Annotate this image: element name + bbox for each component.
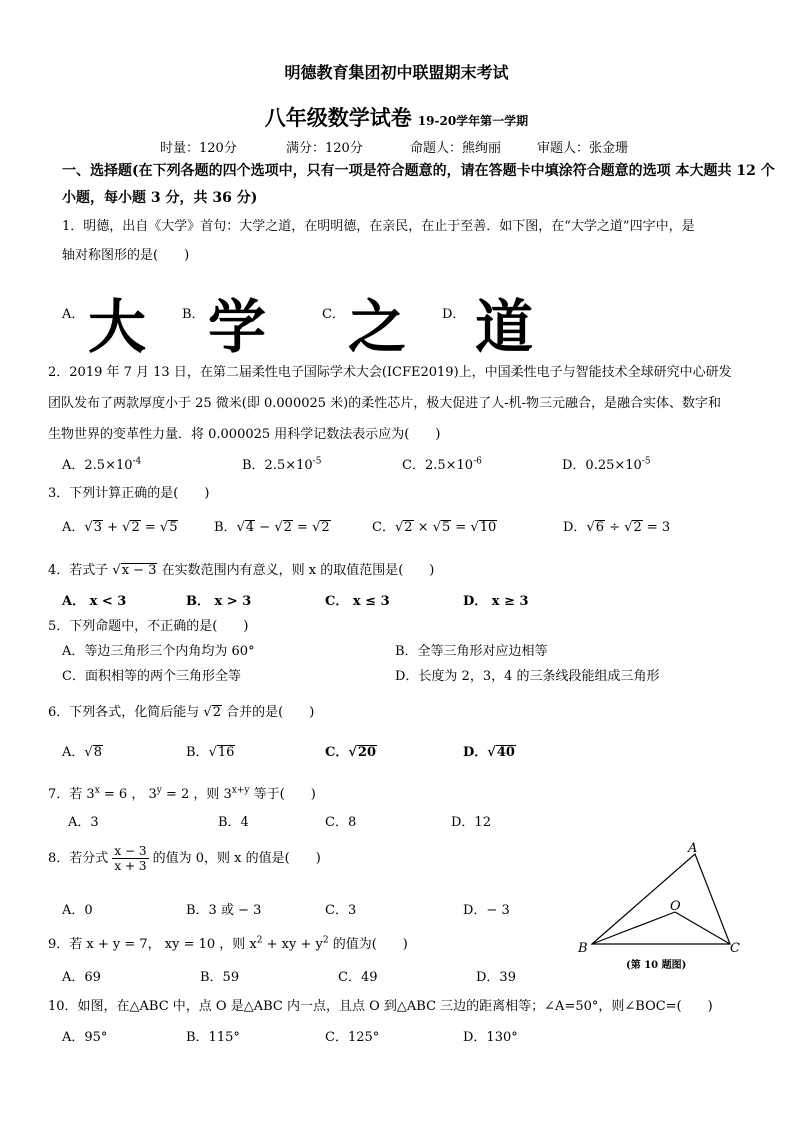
- vertex-label-c: C: [730, 941, 740, 956]
- q5-stem: 5．下列命题中，不正确的是( ): [48, 619, 249, 634]
- q2-option-c: [402, 454, 482, 473]
- point-label-o: O: [670, 899, 681, 914]
- q8-option-c: C．3: [325, 903, 357, 918]
- q3-c-eq: =: [451, 520, 471, 535]
- q2-option-c-base: C．2.5×10: [402, 458, 474, 473]
- q3-d-op: ÷: [605, 520, 625, 535]
- q3-d-rad2: 2: [633, 520, 642, 535]
- q3-option-c-label: C．: [372, 520, 395, 535]
- q4-option-b: B． x > 3: [186, 594, 252, 609]
- q8-denominator: x + 3: [114, 859, 147, 873]
- q1-option-a-label: A．: [62, 307, 85, 322]
- q3-b-eq: =: [292, 520, 313, 535]
- q6-option-a: A．√8: [62, 745, 102, 760]
- q5-option-a: A．等边三角形三个内角均为 60°: [62, 644, 255, 659]
- q8-stem: [48, 844, 321, 873]
- q6-option-a-label: A．: [62, 745, 85, 760]
- q3-stem: 3．下列计算正确的是( ): [48, 486, 210, 501]
- q9-option-d: D．39: [476, 970, 516, 985]
- q5-option-c: C．面积相等的两个三角形全等: [62, 669, 241, 684]
- q8-option-a: A．0: [62, 903, 93, 918]
- q3-b-rad2: 2: [283, 520, 292, 535]
- exam-title: 明德教育集团初中联盟期末考试: [284, 63, 509, 82]
- q3-b-rad1: 4: [245, 520, 255, 535]
- q2-option-a: [62, 454, 141, 473]
- q3-a-rad2: 2: [131, 520, 140, 535]
- exam-subtitle-row: [0, 102, 793, 132]
- q2-stem-line2: 团队发布了两款厚度小于 25 微米(即 0.000025 米)的柔性芯片，极大促进了人-机-物三元融合，是融合实体、数字和: [48, 396, 722, 411]
- q2-option-d-base: D．0.25×10: [562, 458, 642, 473]
- q3-c-rad1: 2: [404, 520, 413, 535]
- section1-line2: 小题，每小题 3 分，共 36 分): [62, 190, 258, 206]
- q1-option-d-char: 道: [475, 293, 534, 361]
- exam-reviewer: 审题人：张金珊: [537, 141, 629, 156]
- q6-stem-post: 合并的是( ): [221, 705, 315, 720]
- q2-option-b: [242, 454, 321, 473]
- q2-option-d-exp: -5: [641, 456, 651, 467]
- q3-option-b: B．√4 − √2 = √2: [214, 520, 330, 535]
- q3-option-a-label: A．: [62, 520, 85, 535]
- q1-option-d-label: D．: [442, 307, 466, 322]
- q6-radicand: 2: [212, 705, 221, 720]
- q9-stem: [48, 933, 408, 952]
- q9-p1: 9．若 x + y = 7， xy = 10 ，则 x: [48, 937, 257, 952]
- q7-p3: = 2 ，则 3: [161, 787, 232, 802]
- q6-option-d-label: D．: [463, 745, 488, 760]
- q3-option-d-label: D．: [563, 520, 587, 535]
- q7-option-d: D．12: [451, 815, 491, 830]
- exam-score: 满分：120分: [286, 141, 363, 156]
- q3-option-b-label: B．: [214, 520, 237, 535]
- q3-c-op: ×: [413, 520, 433, 535]
- q7-e2: y: [156, 785, 162, 796]
- vertex-label-a: A: [688, 841, 698, 856]
- q9-p2: + xy + y: [262, 937, 323, 952]
- q7-p2: = 6 ， 3: [99, 787, 157, 802]
- q2-option-b-base: B．2.5×10: [242, 458, 313, 473]
- q6-option-b-rad: 16: [217, 745, 235, 760]
- q10-option-d: D．130°: [463, 1030, 518, 1045]
- q10-option-c: C．125°: [325, 1030, 380, 1045]
- q6-option-d-rad: 40: [496, 745, 515, 760]
- q8-fraction: [112, 844, 148, 873]
- q5-option-d: D．长度为 2，3，4 的三条线段能组成三角形: [395, 669, 660, 684]
- q2-stem-line3: 生物世界的变革性力量．将 0.000025 用科学记数法表示应为( ): [48, 427, 441, 442]
- q3-option-a: A．√3 + √2 = √5: [62, 520, 178, 535]
- q6-option-a-rad: 8: [93, 745, 102, 760]
- q6-option-d: D．√40: [463, 745, 515, 760]
- section1-line1: 一、选择题(在下列各题的四个选项中，只有一项是符合题意的，请在答题卡中填涂符合题意的选项 本大题共 12 个: [62, 163, 775, 179]
- q2-option-b-exp: -5: [312, 456, 322, 467]
- q3-d-rad1: 6: [595, 520, 605, 535]
- exam-author: 命题人：熊绚丽: [410, 141, 502, 156]
- q9-e2: 2: [322, 935, 329, 946]
- q4-option-a: A． x < 3: [62, 594, 127, 609]
- q2-option-c-exp: -6: [473, 456, 482, 467]
- q7-option-c: C．8: [325, 815, 357, 830]
- q1-stem-line2: 轴对称图形的是( ): [62, 248, 190, 263]
- exam-term: 19-20学年第一学期: [417, 114, 529, 128]
- q8-option-b: B．3 或 − 3: [186, 903, 262, 918]
- q6-stem-pre: 6．下列各式，化简后能与: [48, 705, 204, 720]
- q3-a-rad3: 5: [169, 520, 178, 535]
- exam-subtitle: 八年级数学试卷: [264, 105, 412, 130]
- q6-option-b-label: B．: [186, 745, 209, 760]
- q9-option-a: A．69: [62, 970, 101, 985]
- q10-figure-caption: (第 10 题图): [626, 960, 687, 971]
- q3-a-op: +: [102, 520, 123, 535]
- q4-stem-post: 在实数范围内有意义，则 x 的取值范围是( ): [157, 563, 435, 578]
- q5-option-b: B．全等三角形对应边相等: [395, 644, 548, 659]
- q3-d-eq: = 3: [642, 520, 671, 535]
- q6-option-b: B．√16: [186, 745, 235, 760]
- q9-option-c: C．49: [338, 970, 378, 985]
- q3-option-d: D．√6 ÷ √2 = 3: [563, 520, 671, 535]
- q9-option-b: B．59: [200, 970, 240, 985]
- q1-option-b-char: 学: [208, 293, 267, 361]
- q1-stem-line1: 1．明德，出自《大学》首句：大学之道，在明明德，在亲民，在止于至善．如下图，在“大学之道”四字中，是: [62, 219, 695, 234]
- q2-option-d: [562, 454, 651, 473]
- segment-oc: [675, 912, 730, 944]
- q9-p3: 的值为( ): [328, 937, 408, 952]
- q3-a-eq: =: [140, 520, 160, 535]
- q4-stem: 4．若式子 √x − 3 在实数范围内有意义，则 x 的取值范围是( ): [48, 563, 435, 578]
- q10-option-b: B．115°: [186, 1030, 240, 1045]
- segment-ob: [592, 912, 675, 944]
- q9-e1: 2: [256, 935, 263, 946]
- vertex-label-b: B: [578, 941, 588, 956]
- q4-option-c: C． x ≤ 3: [325, 594, 390, 609]
- q8-stem-pre: 8．若分式: [48, 851, 113, 866]
- q3-a-rad1: 3: [93, 520, 102, 535]
- q7-p1: 7．若 3: [48, 787, 95, 802]
- q6-option-c-label: C．: [325, 745, 349, 760]
- q7-option-b: B．4: [218, 815, 249, 830]
- q7-e1: x: [94, 785, 100, 796]
- q7-p4: 等于( ): [249, 787, 316, 802]
- q3-b-rad3: 2: [321, 520, 330, 535]
- q2-option-a-exp: -4: [132, 456, 142, 467]
- q1-option-a-char: 大: [88, 293, 147, 361]
- q6-option-c: C．√20: [325, 745, 376, 760]
- q8-option-d: D．− 3: [463, 903, 510, 918]
- q3-c-rad3: 10: [479, 520, 497, 535]
- q4-stem-pre: 4．若式子: [48, 563, 113, 578]
- q7-e3: x+y: [231, 785, 250, 796]
- q3-c-rad2: 5: [442, 520, 451, 535]
- q1-option-c-label: C．: [322, 307, 345, 322]
- q4-radicand: x − 3: [121, 563, 157, 578]
- q1-option-c-char: 之: [348, 293, 407, 361]
- q10-triangle-diagram: [570, 838, 750, 978]
- q3-b-op: −: [255, 520, 275, 535]
- q2-stem-line1: 2．2019 年 7 月 13 日，在第二届柔性电子国际学术大会(ICFE2019)上，中国柔性电子与智能技术全球研究中心研发: [48, 365, 732, 380]
- q8-stem-post: 的值为 0，则 x 的值是( ): [148, 851, 321, 866]
- q4-option-d: D． x ≥ 3: [463, 594, 529, 609]
- q7-option-a: A．3: [68, 815, 99, 830]
- q6-option-c-rad: 20: [357, 745, 376, 760]
- q1-option-b-label: B．: [182, 307, 205, 322]
- q6-stem: 6．下列各式，化简后能与 √2 合并的是( ): [48, 705, 315, 720]
- q10-option-a: A．95°: [62, 1030, 108, 1045]
- triangle-abc: [592, 854, 730, 944]
- q8-numerator: x − 3: [114, 844, 147, 858]
- q2-option-a-base: A．2.5×10: [62, 458, 133, 473]
- q7-stem: [48, 783, 316, 802]
- exam-time: 时量：120分: [160, 141, 237, 156]
- q3-option-c: C．√2 × √5 = √10: [372, 520, 497, 535]
- q10-stem: 10．如图，在△ABC 中，点 O 是△ABC 内一点，且点 O 到△ABC 三边的距离相等；∠A=50°，则∠BOC=( ): [48, 999, 713, 1014]
